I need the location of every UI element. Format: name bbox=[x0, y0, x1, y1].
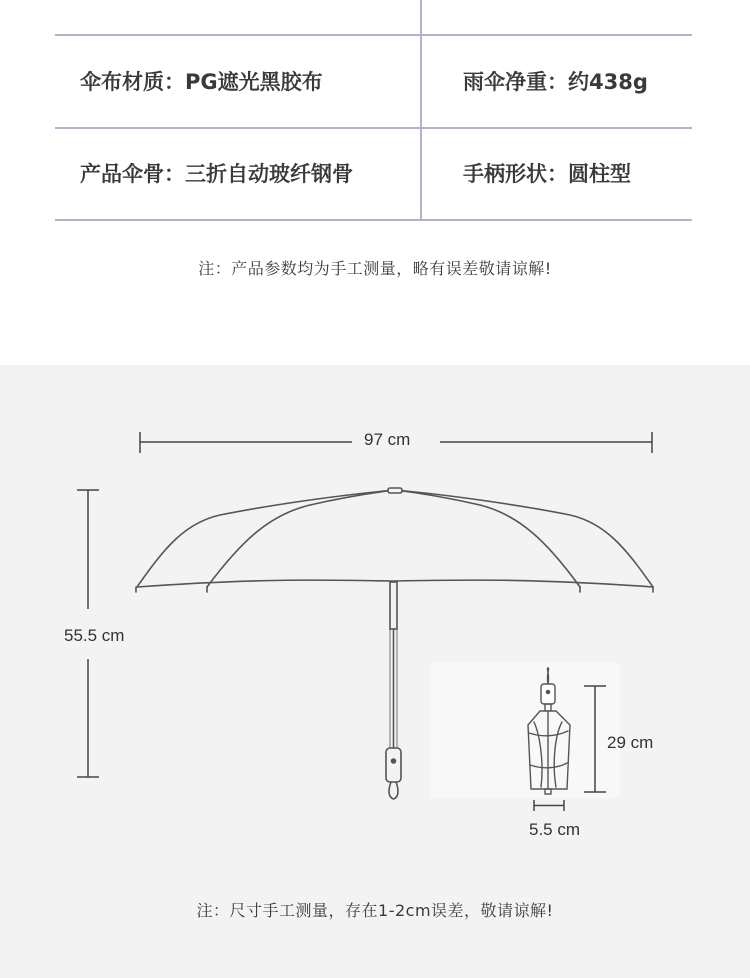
width-label: 97 cm bbox=[364, 430, 411, 449]
folded-diameter-dimension bbox=[534, 800, 564, 811]
folded-diameter-label: 5.5 cm bbox=[529, 820, 581, 839]
table-divider bbox=[55, 219, 692, 221]
umbrella-diagram bbox=[0, 365, 750, 978]
spec-ribs bbox=[463, 0, 604, 32]
table-column-divider bbox=[420, 0, 422, 221]
folded-length-label: 29 cm bbox=[607, 733, 654, 752]
dimension-note: 注：尺寸手工测量，存在1-2cm误差，敬请谅解! bbox=[196, 901, 554, 920]
spec-table bbox=[55, 0, 692, 221]
height-label: 55.5 cm bbox=[64, 626, 125, 645]
spec-size bbox=[80, 0, 288, 32]
spec-fabric: 伞布材质：PG遮光黑胶布 bbox=[80, 70, 323, 94]
dimension-panel bbox=[0, 365, 750, 978]
spec-frame: 产品伞骨：三折自动玻纤钢骨 bbox=[80, 162, 353, 186]
spec-handle: 手柄形状：圆柱型 bbox=[463, 162, 631, 186]
spec-note: 注：产品参数均为手工测量，略有误差敬请谅解! bbox=[198, 259, 552, 278]
spec-weight: 雨伞净重：约438g bbox=[463, 70, 648, 94]
folded-backdrop bbox=[430, 663, 620, 798]
